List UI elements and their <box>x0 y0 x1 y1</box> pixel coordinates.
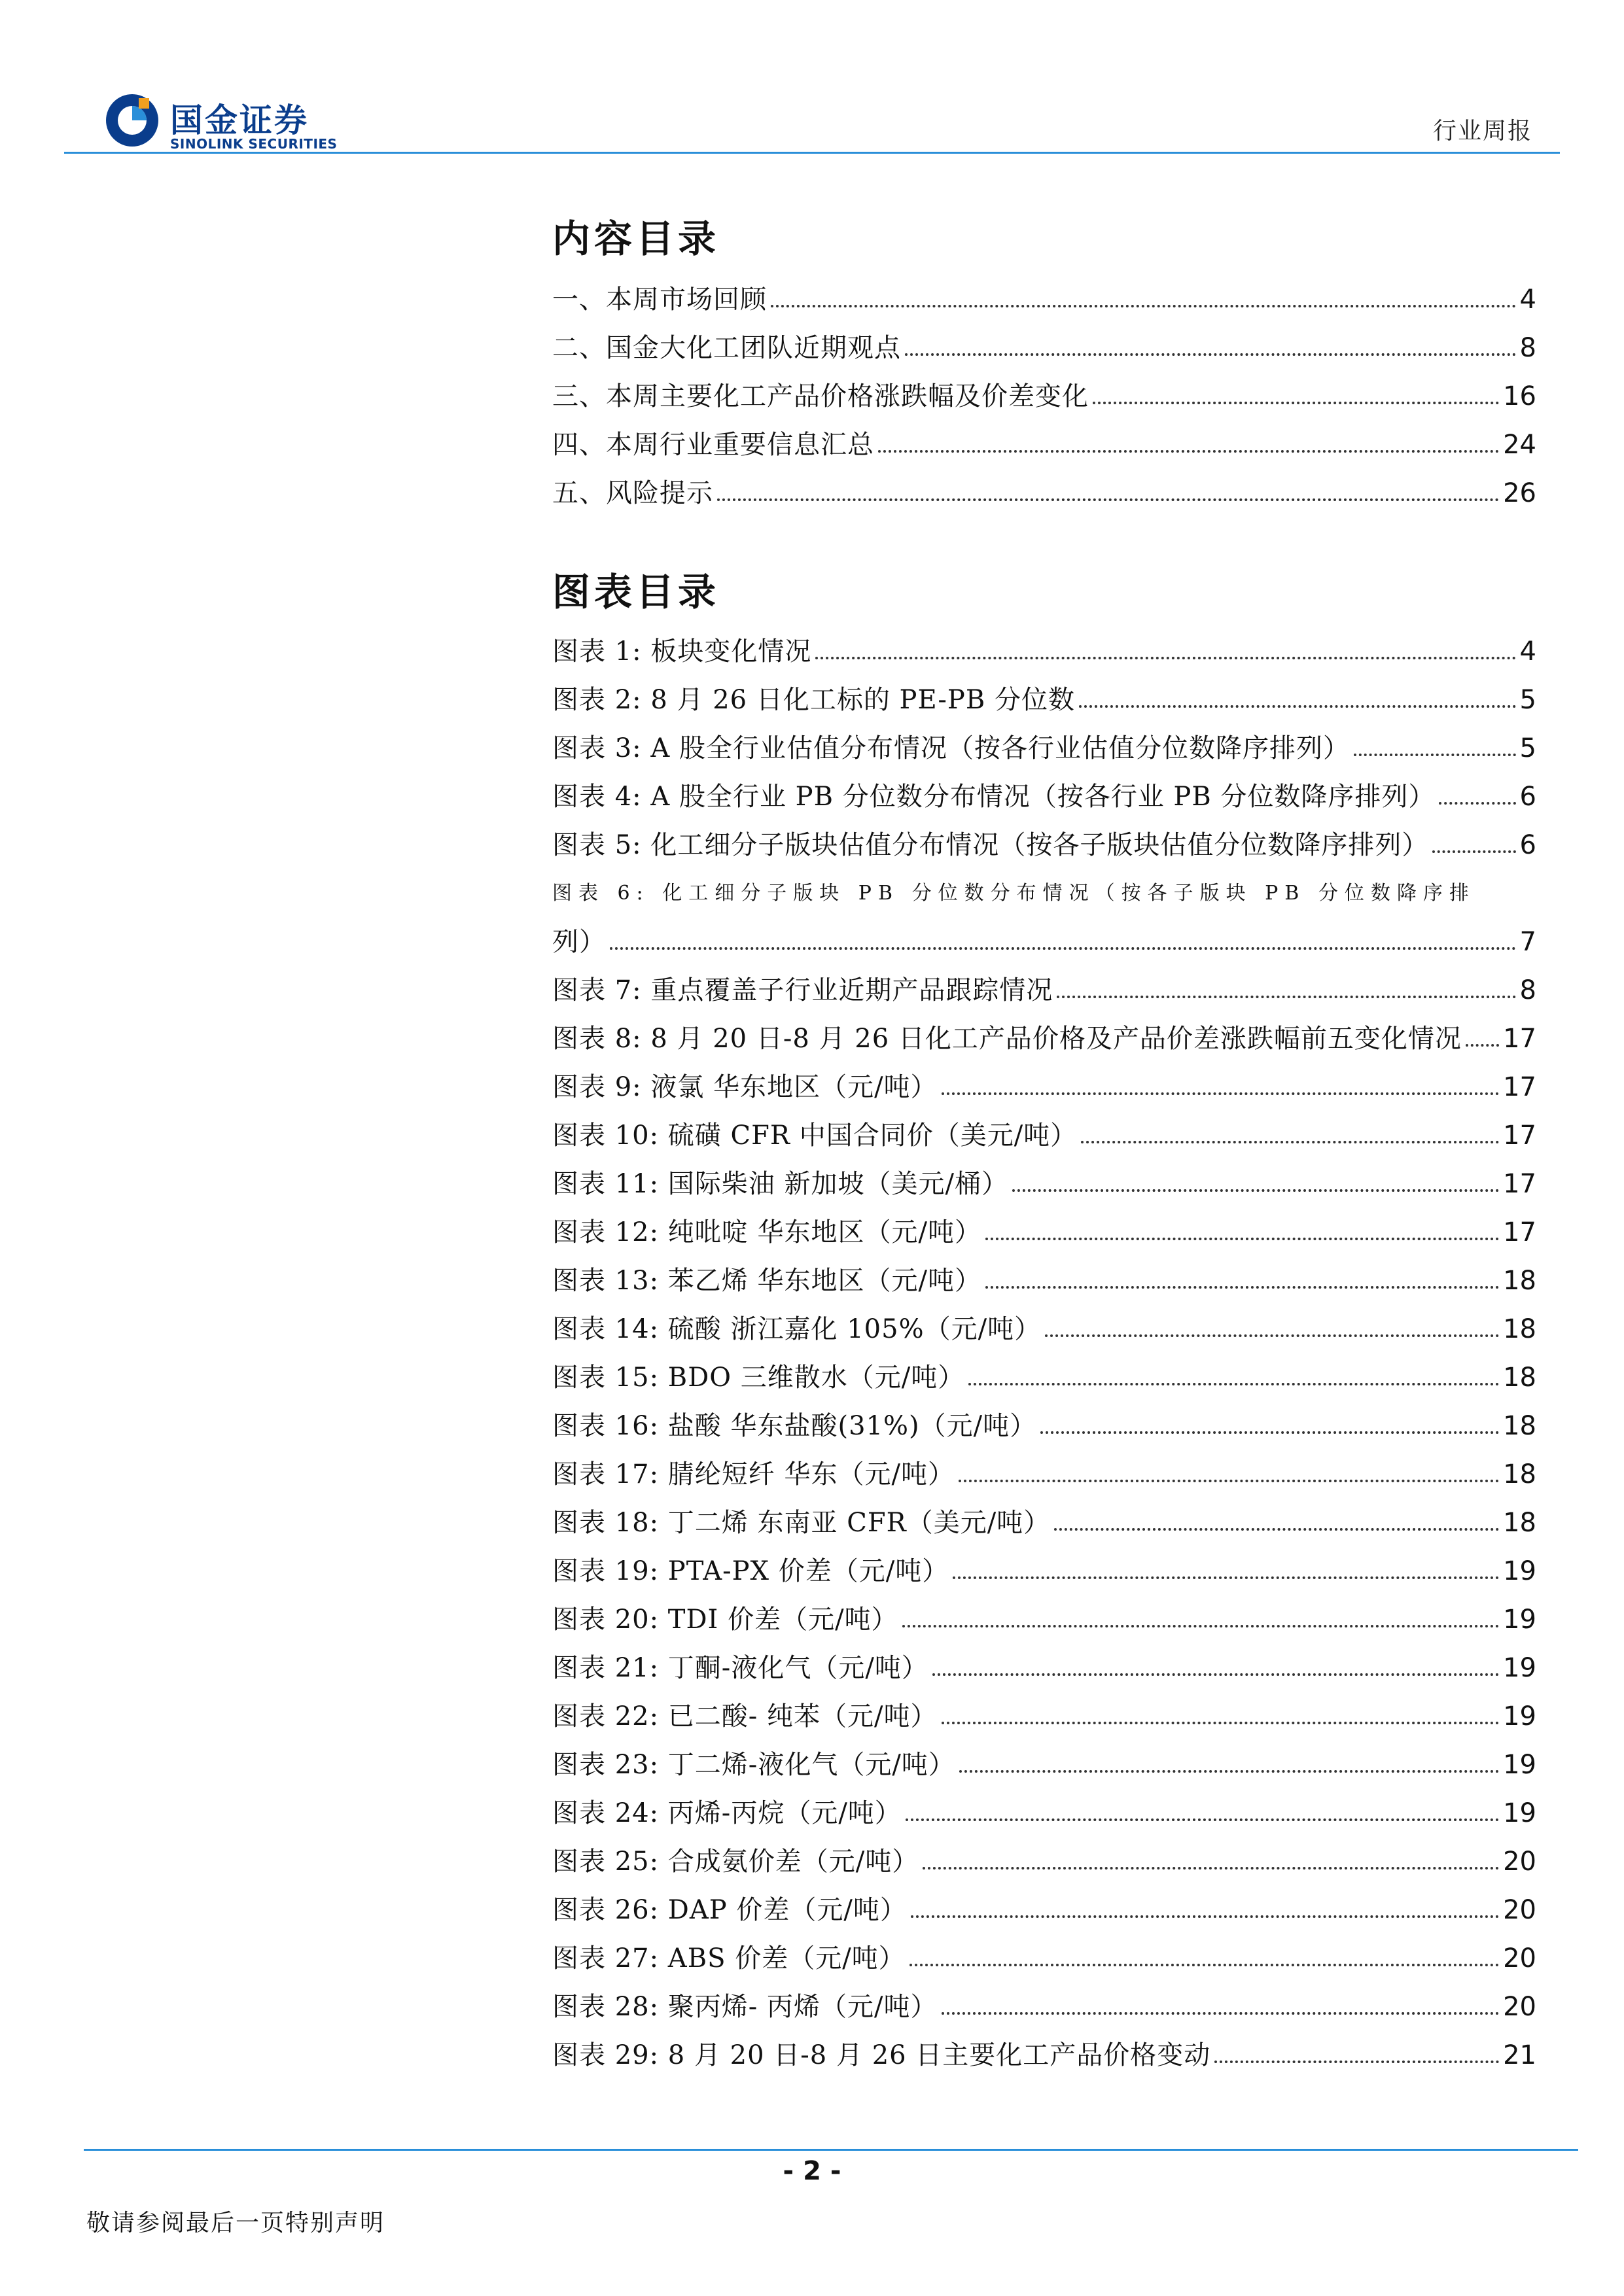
toc-entry-label: 二、国金大化工团队近期观点 <box>552 333 901 363</box>
figure-entry[interactable] <box>552 717 1536 765</box>
figure-entry-page: 18 <box>1503 1266 1536 1296</box>
dot-leader <box>815 657 1515 659</box>
figure-entry-page: 5 <box>1519 733 1536 763</box>
toc-entry-label: 三、本周主要化工产品价格涨跌幅及价差变化 <box>552 381 1089 411</box>
toc-entry-page: 16 <box>1503 381 1536 411</box>
figure-entry-page: 7 <box>1519 927 1536 957</box>
figure-entry-label: 图表 1: 板块变化情况 <box>552 636 812 667</box>
dot-leader <box>905 353 1516 356</box>
figure-entry[interactable] <box>552 1879 1536 1927</box>
toc-entry[interactable] <box>552 365 1536 413</box>
figure-entry-label: 图表 19: PTA-PX 价差（元/吨） <box>552 1556 949 1586</box>
figure-entry-label: 图表 25: 合成氨价差（元/吨） <box>552 1847 919 1877</box>
figure-entry-label: 图表 20: TDI 价差（元/吨） <box>552 1605 898 1635</box>
sinolink-logo <box>105 90 353 156</box>
figure-entry-page: 19 <box>1503 1556 1536 1586</box>
figure-entry-page: 17 <box>1503 1024 1536 1054</box>
dot-leader <box>878 450 1499 453</box>
toc-entry-label: 一、本周市场回顾 <box>552 285 767 315</box>
figure-entry[interactable] <box>552 814 1536 862</box>
figure-entry-page: 4 <box>1519 636 1536 667</box>
figure-entry-page: 17 <box>1503 1072 1536 1102</box>
dot-leader <box>1081 1141 1499 1143</box>
figure-entry-label: 图表 16: 盐酸 华东盐酸(31%)（元/吨） <box>552 1411 1037 1441</box>
toc-entry[interactable] <box>552 268 1536 317</box>
figure-entry-label: 图表 5: 化工细分子版块估值分布情况（按各子版块估值分位数降序排列） <box>552 830 1429 860</box>
figure-entry[interactable] <box>552 1830 1536 1879</box>
figure-entry-page: 6 <box>1519 782 1536 812</box>
disclaimer: 敬请参阅最后一页特别声明 <box>86 2210 385 2236</box>
dot-leader <box>1439 802 1515 805</box>
figure-entry-label: 图表 14: 硫酸 浙江嘉化 105%（元/吨） <box>552 1314 1042 1344</box>
figure-entry[interactable] <box>552 1395 1536 1443</box>
footer-divider <box>84 2149 1578 2151</box>
figure-entry-page: 19 <box>1503 1701 1536 1731</box>
figure-entry-label: 图表 12: 纯吡啶 华东地区（元/吨） <box>552 1217 981 1247</box>
figure-entry-page: 20 <box>1503 1992 1536 2022</box>
figure-entry-page: 20 <box>1503 1847 1536 1877</box>
dot-leader <box>1012 1189 1499 1192</box>
logo-chinese-name: 国金证券 <box>170 101 309 139</box>
dot-leader <box>942 1092 1500 1095</box>
toc-entry-page: 26 <box>1503 478 1536 508</box>
dot-leader <box>959 1480 1499 1482</box>
figure-entry-continuation[interactable] <box>552 911 1536 959</box>
figure-entry-label: 图表 29: 8 月 20 日-8 月 26 日主要化工产品价格变动 <box>552 2040 1211 2070</box>
figure-entry-page: 8 <box>1519 975 1536 1005</box>
figure-entry[interactable] <box>552 765 1536 814</box>
figure-entry-label: 图表 9: 液氯 华东地区（元/吨） <box>552 1072 938 1102</box>
figure-entry-page: 19 <box>1503 1653 1536 1683</box>
figure-entry-label: 图表 6: 化工细分子版块 PB 分位数分布情况（按各子版块 PB 分位数降序排 <box>552 882 1475 905</box>
figure-entry[interactable] <box>552 620 1536 669</box>
figure-entry[interactable] <box>552 1588 1536 1637</box>
toc-entry-label: 四、本周行业重要信息汇总 <box>552 430 874 460</box>
dot-leader <box>953 1576 1499 1579</box>
figure-entry[interactable] <box>552 1201 1536 1249</box>
dot-leader <box>1214 2061 1499 2063</box>
dot-leader <box>717 498 1499 501</box>
dot-leader <box>1054 1528 1499 1531</box>
figure-entry-label: 图表 4: A 股全行业 PB 分位数分布情况（按各行业 PB 分位数降序排列） <box>552 782 1436 812</box>
figure-entry-label: 图表 28: 聚丙烯- 丙烯（元/吨） <box>552 1992 938 2022</box>
figure-entry-page: 17 <box>1503 1169 1536 1199</box>
dot-leader <box>1045 1334 1499 1337</box>
dot-leader <box>1040 1431 1499 1434</box>
toc-entry-page: 24 <box>1503 430 1536 460</box>
figure-entry-page: 18 <box>1503 1411 1536 1441</box>
toc-entry-page: 8 <box>1519 333 1536 363</box>
figure-entry[interactable] <box>552 669 1536 717</box>
toc-entry-label: 五、风险提示 <box>552 478 713 508</box>
page-number: - 2 - <box>783 2156 841 2186</box>
figure-entry[interactable] <box>552 1927 1536 1975</box>
dot-leader <box>911 1915 1499 1918</box>
figure-entry-label-continuation: 列） <box>552 927 606 957</box>
figures-title: 图表目录 <box>552 570 720 614</box>
figure-entry-label: 图表 24: 丙烯-丙烷（元/吨） <box>552 1798 902 1828</box>
header-divider <box>64 152 1560 154</box>
toc-entry[interactable] <box>552 462 1536 510</box>
dot-leader <box>1466 1044 1499 1047</box>
dot-leader <box>1354 754 1516 756</box>
figure-entry[interactable] <box>552 1733 1536 1782</box>
figure-entry[interactable] <box>552 1443 1536 1491</box>
dot-leader <box>906 1818 1499 1821</box>
figures-list <box>552 620 1536 2072</box>
figure-entry-page: 21 <box>1503 2040 1536 2070</box>
figure-entry[interactable] <box>552 1540 1536 1588</box>
figure-entry[interactable] <box>552 1685 1536 1733</box>
logo-english-name: SINOLINK SECURITIES <box>170 136 338 152</box>
contents-title: 内容目录 <box>552 217 720 261</box>
dot-leader <box>985 1238 1499 1240</box>
figure-entry[interactable] <box>552 1056 1536 1104</box>
figure-entry[interactable] <box>552 1298 1536 1346</box>
toc-entry[interactable] <box>552 413 1536 462</box>
figure-entry[interactable] <box>552 959 1536 1007</box>
dot-leader <box>959 1770 1499 1773</box>
figure-entry-label: 图表 21: 丁酮-液化气（元/吨） <box>552 1653 928 1683</box>
figure-entry-page: 20 <box>1503 1895 1536 1925</box>
dot-leader <box>1057 996 1515 998</box>
figure-entry-page: 19 <box>1503 1750 1536 1780</box>
toc-entry[interactable] <box>552 317 1536 365</box>
report-type: 行业周报 <box>1432 118 1532 145</box>
figure-entry-page: 20 <box>1503 1943 1536 1974</box>
sinolink-logo-icon <box>105 93 160 148</box>
figure-entry-label: 图表 8: 8 月 20 日-8 月 26 日化工产品价格及产品价差涨跌幅前五变化情况 <box>552 1024 1462 1054</box>
figure-entry-page: 17 <box>1503 1121 1536 1151</box>
figure-entry-page: 18 <box>1503 1508 1536 1538</box>
dot-leader <box>610 947 1516 950</box>
dot-leader <box>932 1673 1499 1676</box>
figure-entry-label: 图表 23: 丁二烯-液化气（元/吨） <box>552 1750 955 1780</box>
figure-entry[interactable] <box>552 1249 1536 1298</box>
figure-entry-page: 5 <box>1519 685 1536 715</box>
figure-entry-page: 6 <box>1519 830 1536 860</box>
figure-entry[interactable] <box>552 1637 1536 1685</box>
dot-leader <box>1079 705 1516 708</box>
contents-list <box>552 268 1536 510</box>
dot-leader <box>1093 402 1499 404</box>
figure-entry-label: 图表 18: 丁二烯 东南亚 CFR（美元/吨） <box>552 1508 1051 1538</box>
figure-entry-label: 图表 22: 已二酸- 纯苯（元/吨） <box>552 1701 938 1731</box>
figure-entry-label: 图表 13: 苯乙烯 华东地区（元/吨） <box>552 1266 981 1296</box>
toc-entry-page: 4 <box>1519 285 1536 315</box>
dot-leader <box>985 1286 1499 1289</box>
figure-entry-label: 图表 17: 腈纶短纤 华东（元/吨） <box>552 1459 955 1489</box>
figure-entry-page: 19 <box>1503 1798 1536 1828</box>
dot-leader <box>1432 850 1515 853</box>
figure-entry-page: 17 <box>1503 1217 1536 1247</box>
figure-entry-label: 图表 10: 硫磺 CFR 中国合同价（美元/吨） <box>552 1121 1078 1151</box>
dot-leader <box>942 1722 1500 1724</box>
figure-entry-page: 18 <box>1503 1363 1536 1393</box>
figure-entry[interactable] <box>552 1104 1536 1153</box>
figure-entry[interactable] <box>552 1782 1536 1830</box>
figure-entry-label: 图表 27: ABS 价差（元/吨） <box>552 1943 906 1974</box>
figure-entry-label: 图表 15: BDO 三维散水（元/吨） <box>552 1363 965 1393</box>
figure-entry-label: 图表 2: 8 月 26 日化工标的 PE-PB 分位数 <box>552 685 1075 715</box>
dot-leader <box>942 2012 1500 2015</box>
figure-entry[interactable] <box>552 1491 1536 1540</box>
figure-entry[interactable] <box>552 2024 1536 2072</box>
figure-entry[interactable] <box>552 1153 1536 1201</box>
dot-leader <box>771 305 1516 307</box>
figure-entry-page: 18 <box>1503 1314 1536 1344</box>
figure-entry[interactable] <box>552 1346 1536 1395</box>
figure-entry[interactable] <box>552 1975 1536 2024</box>
figure-entry-label: 图表 11: 国际柴油 新加坡（美元/桶） <box>552 1169 1008 1199</box>
dot-leader <box>923 1867 1499 1870</box>
figure-entry-label: 图表 26: DAP 价差（元/吨） <box>552 1895 907 1925</box>
figure-entry-label: 图表 3: A 股全行业估值分布情况（按各行业估值分位数降序排列） <box>552 733 1350 763</box>
figure-entry[interactable] <box>552 862 1536 911</box>
dot-leader <box>909 1964 1499 1966</box>
figure-entry[interactable] <box>552 1007 1536 1056</box>
figure-entry-page: 19 <box>1503 1605 1536 1635</box>
dot-leader <box>968 1383 1499 1385</box>
dot-leader <box>902 1625 1500 1627</box>
figure-entry-label: 图表 7: 重点覆盖子行业近期产品跟踪情况 <box>552 975 1053 1005</box>
figure-entry-page: 18 <box>1503 1459 1536 1489</box>
